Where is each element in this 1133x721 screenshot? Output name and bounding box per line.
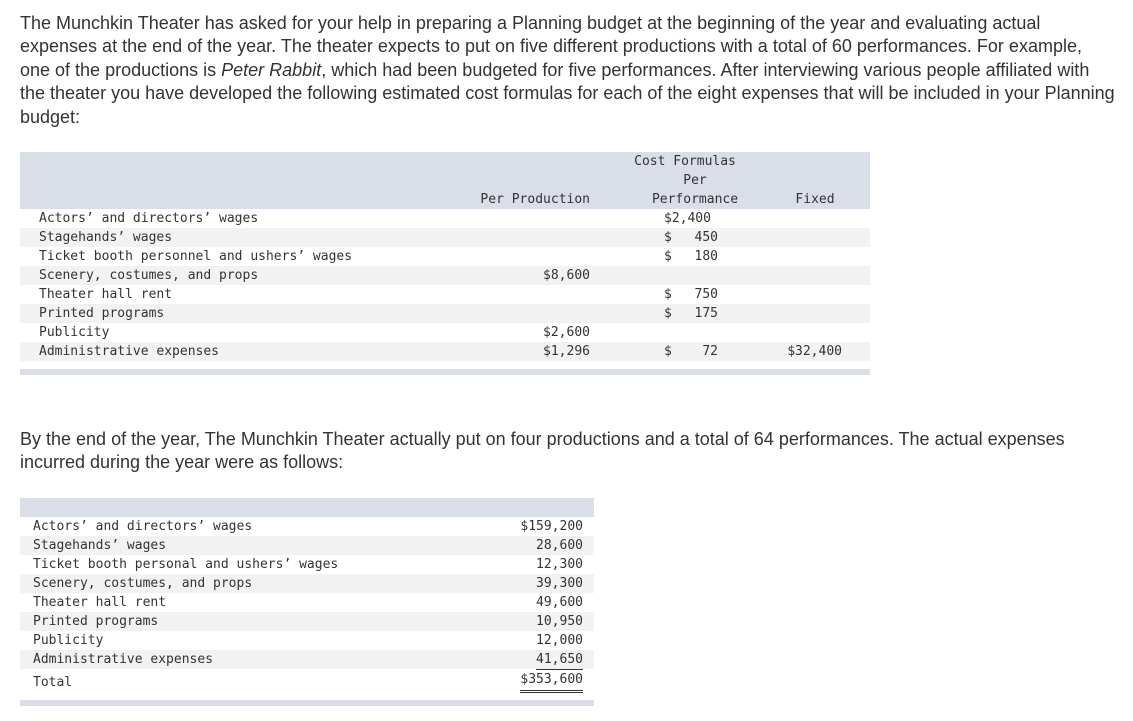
per-performance-value xyxy=(664,342,718,361)
per-performance-value xyxy=(664,323,718,342)
actual-expense-amount: 10,950 xyxy=(536,614,583,629)
actual-expenses-header-band xyxy=(20,498,594,517)
actual-expense-label: Stagehands’ wages xyxy=(33,538,167,553)
expense-label: Administrative expenses xyxy=(39,344,220,359)
per-production-value: $2,600 xyxy=(543,325,590,340)
per-performance-value xyxy=(664,209,718,228)
fixed-value: $32,400 xyxy=(787,344,842,359)
expense-label: Printed programs xyxy=(39,306,165,321)
expense-label: Ticket booth personnel and ushers’ wages xyxy=(39,249,353,264)
per-production-value: $8,600 xyxy=(543,268,590,283)
per-performance-currency: $ xyxy=(664,249,672,264)
expense-label: Actors’ and directors’ wages xyxy=(39,211,259,226)
per-performance-currency: $ xyxy=(664,287,672,302)
per-performance-currency: $ xyxy=(664,344,672,359)
per-performance-value xyxy=(664,247,718,266)
actual-expense-amount: $159,200 xyxy=(520,519,583,534)
per-performance-value xyxy=(664,285,718,304)
per-performance-amount: 450 xyxy=(694,230,718,245)
per-performance-amount: 72 xyxy=(702,344,718,359)
table-footer-band xyxy=(20,700,594,706)
intro-italic-title: Peter Rabbit xyxy=(221,59,322,80)
actual-expense-amount: 41,650 xyxy=(536,650,583,670)
expense-label: Publicity xyxy=(39,325,110,340)
intro-text-2: , which had been budgeted for five performances. After interviewing various people affiliated with the theater you have developed the following estimated cost formulas for each of the eight expenses that will be included in your Planning budget: xyxy=(20,59,1115,127)
actual-expense-label: Administrative expenses xyxy=(33,652,214,667)
cost-formulas-table xyxy=(20,152,870,375)
actual-expense-amount: 49,600 xyxy=(536,595,583,610)
per-performance-amount: 750 xyxy=(694,287,718,302)
header-performance: Performance xyxy=(651,192,739,207)
per-performance-value xyxy=(664,304,718,323)
per-performance-currency: $ xyxy=(664,306,672,321)
actual-expense-label: Printed programs xyxy=(33,614,159,629)
header-fixed: Fixed xyxy=(795,192,835,207)
actual-expense-label: Ticket booth personal and ushers’ wages xyxy=(33,557,339,572)
expense-label: Stagehands’ wages xyxy=(39,230,173,245)
actual-expense-amount: 12,000 xyxy=(536,633,583,648)
header-per-production: Per Production xyxy=(480,192,590,207)
total-label: Total xyxy=(33,675,73,690)
total-amount: $353,600 xyxy=(520,670,583,693)
actual-expense-label: Actors’ and directors’ wages xyxy=(33,519,253,534)
actual-expenses-table xyxy=(20,498,594,708)
table-footer-band xyxy=(20,369,870,375)
intro-paragraph xyxy=(20,12,1115,129)
per-performance-value xyxy=(664,266,718,285)
per-performance-currency: $2,400 xyxy=(664,211,711,226)
actual-expense-label: Theater hall rent xyxy=(33,595,167,610)
per-performance-currency: $ xyxy=(664,230,672,245)
intro-text-1: The Munchkin Theater has asked for your help in preparing a Planning budget at the beginning of the year and evaluating actual expenses at the end of the year. The theater expects to put on five different productions with a total of 60 performances. For example, one of the productions is xyxy=(20,13,1082,80)
header-cost-formulas: Cost Formulas xyxy=(634,154,736,169)
header-per: Per xyxy=(683,173,707,188)
actual-expense-amount: 12,300 xyxy=(536,557,583,572)
actual-expense-label: Publicity xyxy=(33,633,104,648)
per-production-value: $1,296 xyxy=(543,344,590,359)
actual-expense-amount: 39,300 xyxy=(536,576,583,591)
actual-expenses-paragraph: By the end of the year, The Munchkin Theater actually put on four productions and a total of 64 performances. The actual expenses incurred during the year were as follows: xyxy=(20,429,1065,473)
per-performance-amount: 175 xyxy=(694,306,718,321)
per-performance-value xyxy=(664,228,718,247)
actual-expense-amount: 28,600 xyxy=(536,538,583,553)
actual-expense-label: Scenery, costumes, and props xyxy=(33,576,253,591)
expense-label: Scenery, costumes, and props xyxy=(39,268,259,283)
per-performance-amount: 180 xyxy=(694,249,718,264)
expense-label: Theater hall rent xyxy=(39,287,173,302)
